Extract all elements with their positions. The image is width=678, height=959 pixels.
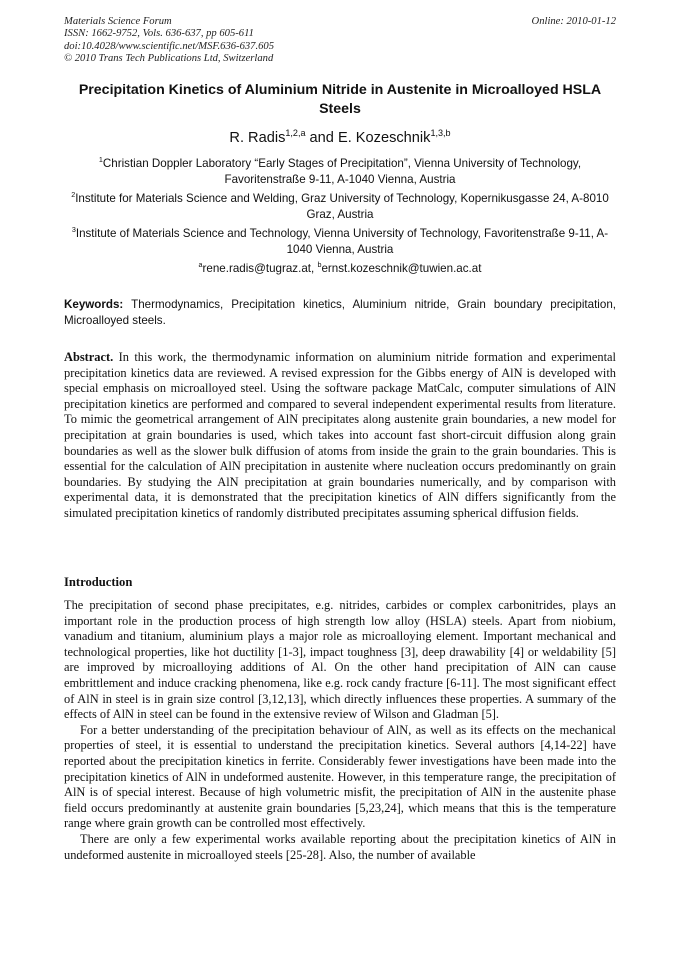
- introduction-body: [64, 598, 616, 863]
- author-line: [64, 129, 616, 147]
- affiliation-3: [64, 226, 616, 258]
- author-name: E. Kozeschnik: [337, 130, 431, 146]
- author-emails: [64, 261, 616, 277]
- author-superscript: 1,2,a: [285, 128, 306, 139]
- paper-title: Precipitation Kinetics of Aluminium Nitride in Austenite in Microalloyed HSLA Steels: [78, 82, 602, 117]
- affiliation-text: Institute for Materials Science and Welding, Graz University of Technology, Kopernikusgasse 24, A-8010 Graz, Austria: [75, 192, 609, 221]
- email-superscript: b: [317, 260, 322, 270]
- online-date: Online: 2010-01-12: [531, 16, 616, 27]
- email-address: ernst.kozeschnik@tuwien.ac.at: [321, 262, 482, 275]
- abstract-label: Abstract.: [64, 350, 114, 364]
- affiliation-superscript: 1: [98, 155, 103, 165]
- affiliation-text: Christian Doppler Laboratory “Early Stages of Precipitation”, Vienna University of Technology, Favoritenstraße 9-11, A-1040 Vienna, Austria: [102, 157, 582, 186]
- author-name: R. Radis: [229, 130, 286, 146]
- abstract: [64, 350, 616, 522]
- journal-name: Materials Science Forum: [64, 16, 172, 27]
- affiliation-superscript: 2: [71, 190, 76, 200]
- affiliation-1: [64, 156, 616, 188]
- affiliation-superscript: 3: [71, 225, 76, 235]
- section-heading: Introduction: [64, 575, 133, 589]
- keywords-label: Keywords:: [64, 298, 124, 311]
- copyright-line: © 2010 Trans Tech Publications Ltd, Switzerland: [64, 53, 274, 65]
- author-conjunction: and: [305, 130, 338, 146]
- email-superscript: a: [198, 260, 203, 270]
- abstract-text: In this work, the thermodynamic information on aluminium nitride formation and experimental precipitation kinetics data are reviewed. A revised expression for the Gibbs energy of AlN is developed with special emphasis on microalloyed steel. Using the software package MatCalc, computer simulations of AlN precipitation kinetics are performed and compared to several independent experimental results from literature. To mimic the geometrical arrangement of AlN precipitates along austenite grain boundaries, a new model for precipitation at grain boundaries is used, which takes into account fast short-circuit diffusion along grain boundaries as well as the slower bulk diffusion of atoms from inside the grain to the grain boundaries. This is essential for the calculation of AlN precipitation in austenite where nucleation occurs predominantly on grain boundaries. By studying the AlN precipitation at grain boundaries numerically, and by comparison with experimental data, it is demonstrated that the precipitation kinetics of AlN differs significantly from the simulated precipitation kinetics of randomly distributed precipitates assuming spherical diffusion fields.: [64, 350, 616, 520]
- issn-line: ISSN: 1662-9752, Vols. 636-637, pp 605-611: [64, 28, 254, 40]
- paragraph: For a better understanding of the precipitation behaviour of AlN, as well as its effects on the mechanical properties of steel, it is essential to understand the precipitation kinetics. Several authors [4,14-22] have reported about the precipitation kinetics in ferrite. Considerably fewer investigations have been made into the precipitation kinetics of AlN in undeformed austenite. However, in this temperature range, the precipitation of AlN is of special interest. Because of high volumetric misfit, the precipitation of AlN in the austenite phase field occurs predominantly at austenite grain boundaries [5,23,24], which means that this is the temperature range where grain growth can be controlled most effectively.: [64, 722, 616, 831]
- paragraph: The precipitation of second phase precipitates, e.g. nitrides, carbides or complex carbonitrides, plays an important role in the production process of high strength low alloy (HSLA) steels. Apart from niobium, vanadium and titanium, aluminium plays a major role as microalloying element. Important mechanical and technological properties, like hot ductility [1-3], impact toughness [3], deep drawability [4] or weldability [5] are improved by microalloying additions of Al. On the other hand precipitation of AlN can cause embrittlement and induce cracking phenomena, like e.g. rock candy fracture [6-11]. The most significant effect of AlN in steel is in grain size control [3,12,13], which directly influences these properties. A summary of the effects of AlN in steel can be found in the extensive review of Wilson and Gladman [5].: [64, 598, 616, 722]
- journal-header: [64, 16, 616, 66]
- affiliation-2: [64, 191, 616, 223]
- keywords: [64, 297, 616, 329]
- keywords-text: Thermodynamics, Precipitation kinetics, Aluminium nitride, Grain boundary precipitation, Microalloyed steels.: [64, 298, 616, 327]
- paragraph: There are only a few experimental works available reporting about the precipitation kinetics of AlN in undeformed austenite in microalloyed steels [25-28]. Also, the number of available: [64, 831, 616, 862]
- email-address: rene.radis@tugraz.at,: [202, 262, 318, 275]
- author-superscript: 1,3,b: [430, 128, 451, 139]
- affiliation-text: Institute of Materials Science and Technology, Vienna University of Technology, Favoritenstraße 9-11, A-1040 Vienna, Austria: [75, 227, 609, 256]
- doi-line: doi:10.4028/www.scientific.net/MSF.636-637.605: [64, 40, 274, 52]
